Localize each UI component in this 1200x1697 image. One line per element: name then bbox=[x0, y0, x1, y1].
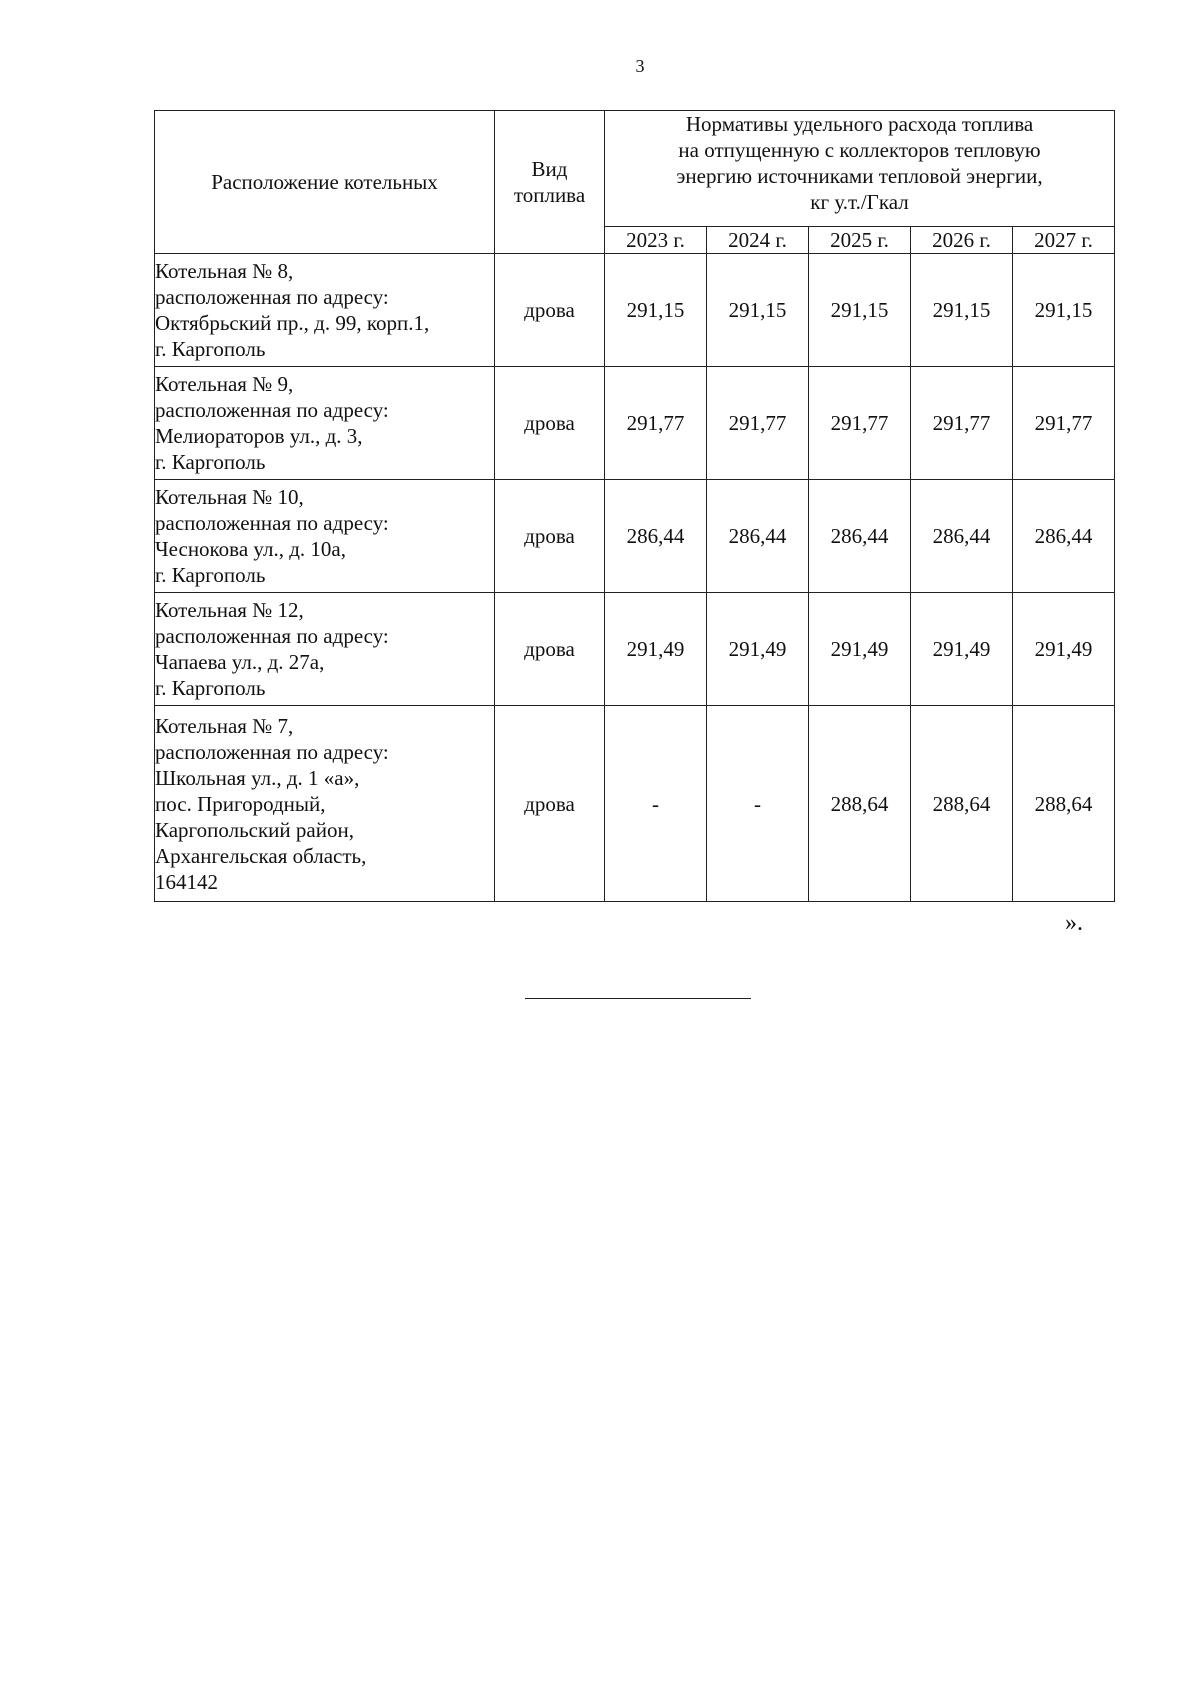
header-fuel-type bbox=[495, 111, 605, 254]
norm-value: 291,15 bbox=[809, 254, 911, 367]
location-line: г. Каргополь bbox=[155, 450, 266, 474]
boiler-location bbox=[155, 593, 495, 706]
norm-value: 286,44 bbox=[707, 480, 809, 593]
norm-value: 286,44 bbox=[809, 480, 911, 593]
table-row bbox=[155, 593, 1115, 706]
location-line: Октябрьский пр., д. 99, корп.1, bbox=[155, 311, 430, 335]
norm-value: 291,49 bbox=[707, 593, 809, 706]
location-line: Котельная № 8, bbox=[155, 259, 294, 283]
header-year: 2026 г. bbox=[911, 227, 1013, 254]
norm-value: 291,77 bbox=[605, 367, 707, 480]
boiler-location bbox=[155, 480, 495, 593]
norm-value: 291,15 bbox=[1013, 254, 1115, 367]
table-row bbox=[155, 254, 1115, 367]
norm-value: 288,64 bbox=[809, 706, 911, 902]
norm-value: 291,77 bbox=[911, 367, 1013, 480]
location-line: Чеснокова ул., д. 10а, bbox=[155, 537, 346, 561]
norm-value: 291,15 bbox=[605, 254, 707, 367]
location-line: Котельная № 10, bbox=[155, 485, 304, 509]
table-row bbox=[155, 480, 1115, 593]
header-norms-line: Нормативы удельного расхода топлива bbox=[685, 112, 1034, 136]
norm-value: 291,49 bbox=[605, 593, 707, 706]
table-row bbox=[155, 367, 1115, 480]
table-row bbox=[155, 706, 1115, 902]
fuel-type: дрова bbox=[495, 706, 605, 902]
fuel-type: дрова bbox=[495, 593, 605, 706]
header-location: Расположение котельных bbox=[155, 111, 495, 254]
norm-value: 286,44 bbox=[605, 480, 707, 593]
header-year: 2027 г. bbox=[1013, 227, 1115, 254]
norm-value: 291,77 bbox=[809, 367, 911, 480]
norm-value: 291,49 bbox=[911, 593, 1013, 706]
location-line: 164142 bbox=[155, 869, 218, 894]
location-line: расположенная по адресу: bbox=[155, 624, 389, 648]
header-year: 2023 г. bbox=[605, 227, 707, 254]
header-row bbox=[155, 111, 1115, 227]
norm-value: 288,64 bbox=[911, 706, 1013, 902]
norm-value: 286,44 bbox=[1013, 480, 1115, 593]
fuel-type: дрова bbox=[495, 367, 605, 480]
closing-quote-mark: ». bbox=[1065, 910, 1083, 936]
norm-value: 291,77 bbox=[707, 367, 809, 480]
fuel-type: дрова bbox=[495, 480, 605, 593]
location-line: г. Каргополь bbox=[155, 676, 266, 700]
location-line: Чапаева ул., д. 27а, bbox=[155, 650, 325, 674]
norm-value: 288,64 bbox=[1013, 706, 1115, 902]
separator-line bbox=[525, 998, 751, 999]
fuel-type: дрова bbox=[495, 254, 605, 367]
location-line: расположенная по адресу: bbox=[155, 739, 389, 764]
header-norms-line: энергию источниками тепловой энергии, bbox=[676, 164, 1043, 188]
location-line: расположенная по адресу: bbox=[155, 511, 389, 535]
norm-value: 291,49 bbox=[809, 593, 911, 706]
header-norms bbox=[605, 111, 1115, 227]
location-line: Котельная № 12, bbox=[155, 598, 304, 622]
boiler-location bbox=[155, 706, 495, 902]
location-line: г. Каргополь bbox=[155, 337, 266, 361]
location-line: Котельная № 9, bbox=[155, 372, 294, 396]
location-line: расположенная по адресу: bbox=[155, 285, 389, 309]
norm-value: 291,15 bbox=[911, 254, 1013, 367]
norm-value: 291,49 bbox=[1013, 593, 1115, 706]
norm-value: 291,77 bbox=[1013, 367, 1115, 480]
norm-value: 291,15 bbox=[707, 254, 809, 367]
location-line: Каргопольский район, bbox=[155, 817, 354, 842]
page-number: 3 bbox=[635, 56, 645, 76]
location-line: Мелиораторов ул., д. 3, bbox=[155, 424, 363, 448]
location-line: расположенная по адресу: bbox=[155, 398, 389, 422]
header-fuel-line: топлива bbox=[513, 183, 586, 207]
header-fuel-line: Вид bbox=[531, 157, 568, 181]
location-line: пос. Пригородный, bbox=[155, 791, 326, 816]
boiler-location bbox=[155, 367, 495, 480]
boiler-location bbox=[155, 254, 495, 367]
norm-value: - bbox=[605, 706, 707, 902]
header-year: 2024 г. bbox=[707, 227, 809, 254]
norm-value: - bbox=[707, 706, 809, 902]
fuel-norms-table bbox=[154, 110, 1115, 902]
header-norms-unit: кг у.т./Гкал bbox=[810, 190, 909, 214]
norm-value: 286,44 bbox=[911, 480, 1013, 593]
location-line: Архангельская область, bbox=[155, 843, 367, 868]
header-year: 2025 г. bbox=[809, 227, 911, 254]
location-line: Котельная № 7, bbox=[155, 713, 294, 738]
header-norms-line: на отпущенную с коллекторов тепловую bbox=[678, 138, 1041, 162]
location-line: Школьная ул., д. 1 «а», bbox=[155, 765, 360, 790]
location-line: г. Каргополь bbox=[155, 563, 266, 587]
